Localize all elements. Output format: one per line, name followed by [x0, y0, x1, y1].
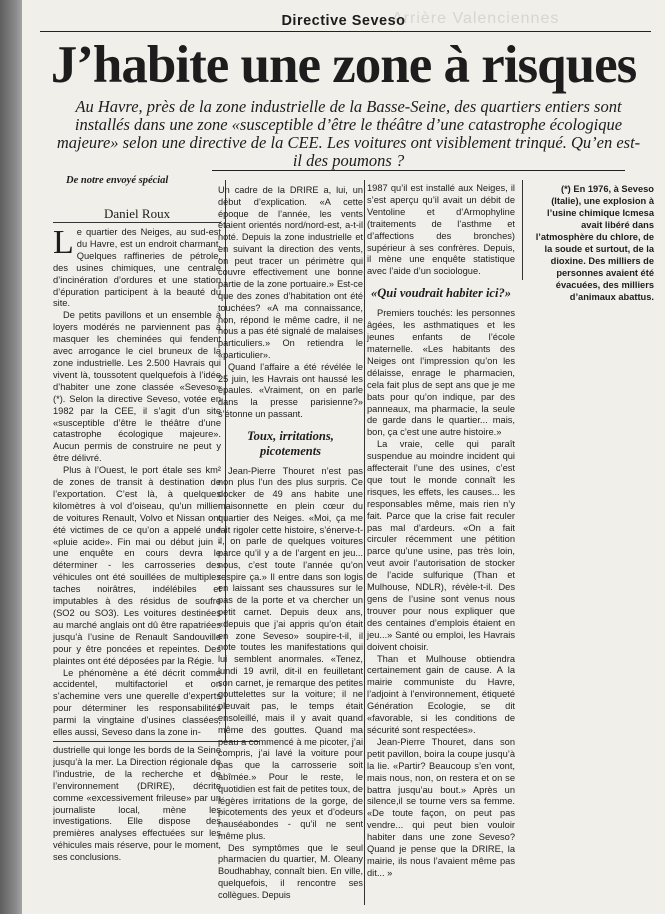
author-name: Daniel Roux: [104, 206, 171, 221]
paragraph: Jean-Pierre Thouret, dans son petit pavillon, boira la coupe jusqu’à la lie. «Partir? Beaucoup s’en vont, mais nous, non, on restera et on se battra jusqu’au bout.» Après un silence,il se tourne vers sa femme. «De toute façon, on peut pas vendre... qui peut bien vouloir habiter dans une zone Seveso? Quand je pense que la DRIRE, la mairie, ils nous l’avaient même pas dit... »: [367, 736, 515, 878]
subheading: Toux, irritations, picotements: [247, 428, 334, 458]
paragraph: Plus à l’Ouest, le port étale ses km² de zones de transit à destination de l’exportation. C’est là, à quelques kilomètres à vol d’oiseau, qu’un millier de voitures Renault, Volvo et Nissan ont été victimes de ce qu’on a appelé une «pluie acide». Fin mai ou début juin - une enquête en cours devra le déterminer - les carrosseries des véhicules ont été souillées de multiples taches noirâtres, indélébiles et imputables à des résidus de soufre (SO2 ou SO3). Les voitures destinées au marché anglais ont dû être rapatriées jusqu’à l’usine de Renault Sandouville pour y être poncées et repeintes. Des plaintes ont été déposées par la Régie.: [53, 465, 221, 666]
paragraph: Quand l’affaire a été révélée le 25 juin, les Havrais ont haussé les épaules. «Vraiment, on en parle dans la presse parisienne?» s’étonne un passant.: [218, 361, 363, 419]
paragraph: dustrielle qui longe les bords de la Seine jusqu’à la mer. La Direction régionale de l’industrie, de la recherche et de l’environnement (DRIRE), décrite comme «excessivement frileuse» par un journaliste local, mène les investigations. Elle dispose des premières analyses effectuées sur les véhicules mais réserve, pour le moment, ses conclusions.: [53, 745, 221, 863]
newspaper-page: [22, 0, 665, 914]
special-envoy-line: De notre envoyé spécial: [66, 175, 169, 186]
drop-cap: L: [53, 224, 74, 261]
article-column-2: [218, 185, 363, 902]
paragraph-text: e quartier des Neiges, au sud-est du Havre, est un endroit charmant. Quelques raffineries de pétrole, des usines chimiques, une centrale d’incinération d’ordures et une station d’épuration participent à la beauté du site.: [53, 227, 221, 309]
byline-rule: [53, 222, 221, 223]
paragraph: Jean-Pierre Thouret n’est pas non plus l’un des plus surpris. Ce docker de 49 ans habite une maisonnette en plein cœur du quartier des Neiges. «Moi, ça me fait rigoler cette histoire, s’énerve-t-il, on parle de quelques voitures parce qu’il y a de l’argent en jeu... nous, c’est toute l’année qu’on respire ça.» Il entre dans son logis en laissant ses chaussures sur le pas de la porte et va chercher un petit carnet. Depuis deux ans, «depuis que j’ai appris qu’on était en zone Seveso» soupire-t-il, il note toutes les manifestations qui lui semblent anormales. «Tenez, lundi 19 avril, dit-il en feuilletant son carnet, je remarque des petites gouttelettes sur la voiture; il ne pleuvait pas, le temps était ensoleillé, mais il y avait quand même des gouttes. Quand ma peau a commencé à me picoter, j’ai compris, j’ai lavé la voiture pour pas que la carrosserie soit abîmée.» Pour le reste, le quotidien est fait de petites toux, de légères irritations de la gorge, de picotements des yeux et d’odeurs nauséabondes - qu’il ne sent même plus.: [218, 465, 363, 841]
paragraph: La vraie, celle qui paraît suspendue au moindre incident qui affecterait l’une des usines, c’est que tout le monde connaît les risques, les effets, les causes... les responsables même, mais rien n’y fait. Parce que la crise fait reculer pas mal d’ardeurs. «On a fait circuler récemment une pétition parce qu’une usine, pas très loin, veut avoir l’autorisation de stocker de l’acide sulfurique (Than et Mulhouse, NDLR), révèle-t-il. Des gens de l’usine sont venus nous trouver pour nous expliquer que des centaines d’emplois étaient en jeu...» Santé ou emploi, les Havrais doivent choisir.: [367, 439, 515, 652]
subheading: «Qui voudrait habiter ici?»: [371, 286, 511, 301]
top-rule: [40, 31, 651, 32]
section-kicker: Directive Seveso: [281, 13, 406, 29]
bleed-through-text: Arrière Valenciennes: [392, 10, 560, 27]
paragraph: De petits pavillons et un ensemble à loyers modérés ne parviennent pas à masquer les cheminées qui fendent avec arrogance le ciel bruneux de la zone industrielle. Les 2.500 Havrais qui vivent là, toussotent quelquefois à l’idée d’habiter une zone classée «Seveso» (*). Selon la directive Seveso, votée en 1982 par la CEE, il s’agit d’un site «susceptible d’être le théâtre d’une catastrophe écologique majeure». Aucun permis de construire ne peut y être délivré.: [53, 310, 221, 464]
paragraph: Than et Mulhouse obtiendra certainement gain de cause. A la mairie communiste du Havre, l’adjoint à l’environnement, étiqueté Génération Ecologie, se dit «favorable, si les conditions de sécurité sont respectées».: [367, 653, 515, 735]
article-column-3: [367, 183, 515, 880]
paragraph: Le phénomène a été décrit comme accidentel, multifactoriel et on s’achemine vers une querelle d’experts pour déterminer les responsabilités parmi la vingtaine d’usines classées, elles aussi, Seveso dans la zone in-: [53, 667, 221, 738]
column-divider: [522, 180, 523, 280]
standfirst: Au Havre, près de la zone industrielle de la Basse-Seine, des quartiers entiers sont installés dans une zone «susceptible d’être le théâtre d’une catastrophe écologique majeure» selon une directive de la CEE. Les voitures ont visiblement trinqué. Qu’en est-il des poumons ?: [56, 97, 641, 170]
paragraph: Un cadre de la DRIRE a, lui, un début d’explication. «A cette époque de l’année, les vents étaient orientés nord/nord-est, a-t-il noté. Depuis la zone industrielle et en suivant la direction des vents, on peut tracer un périmètre qui couvre effectivement une bonne partie de la zone portuaire.» Est-ce que des zones d’habitation ont été touchées? «A ma connaissance, non, répond le même cadre, il ne nous a pas été signalé de malaises particuliers.» On retiendra le «particulier».: [218, 185, 363, 360]
article-column-1-continued: [53, 745, 221, 905]
paragraph: 1987 qu’il est installé aux Neiges, il s’est aperçu qu’il avait un débit de Ventoline et d’Armophyline (traitements de l’asthme et d’affections des bronches) supérieur à ses confrères. Depuis, il mène une enquête statistique avec l’aide d’un sociologue.: [367, 183, 515, 277]
lead-paragraph: [53, 224, 221, 310]
headline: J’habite une zone à risques: [50, 36, 637, 94]
paragraph: Des symptômes que le seul pharmacien du quartier, M. Oleany Boudhabhay, connaît bien. En ville, quelquefois, il rencontre ses collègues. Depuis: [218, 842, 363, 900]
seveso-footnote: (*) En 1976, à Seveso (Italie), une explosion à l’usine chimique Icmesa avait libéré dans l’atmosphère du chlore, de la soude et surtout, de la dioxine. Des milliers de personnes avaient été évacuées, des milliers d’animaux abattus.: [535, 184, 654, 302]
column-divider: [364, 180, 365, 905]
paragraph: Premiers touchés: les personnes âgées, les asthmatiques et les jeunes enfants de l’école maternelle. «Les habitants des Neiges ont l’impression qu’on les délaisse, enrage le pharmacien, cela fait plus de sept ans que je me bats pour qu’on indique, par des panneaux, ma pharmacie, la seule de garde dans le quartier... mais, bon, ça c’est une autre histoire.»: [367, 308, 515, 438]
standfirst-rule: [212, 170, 625, 171]
article-column-1: [53, 224, 221, 739]
